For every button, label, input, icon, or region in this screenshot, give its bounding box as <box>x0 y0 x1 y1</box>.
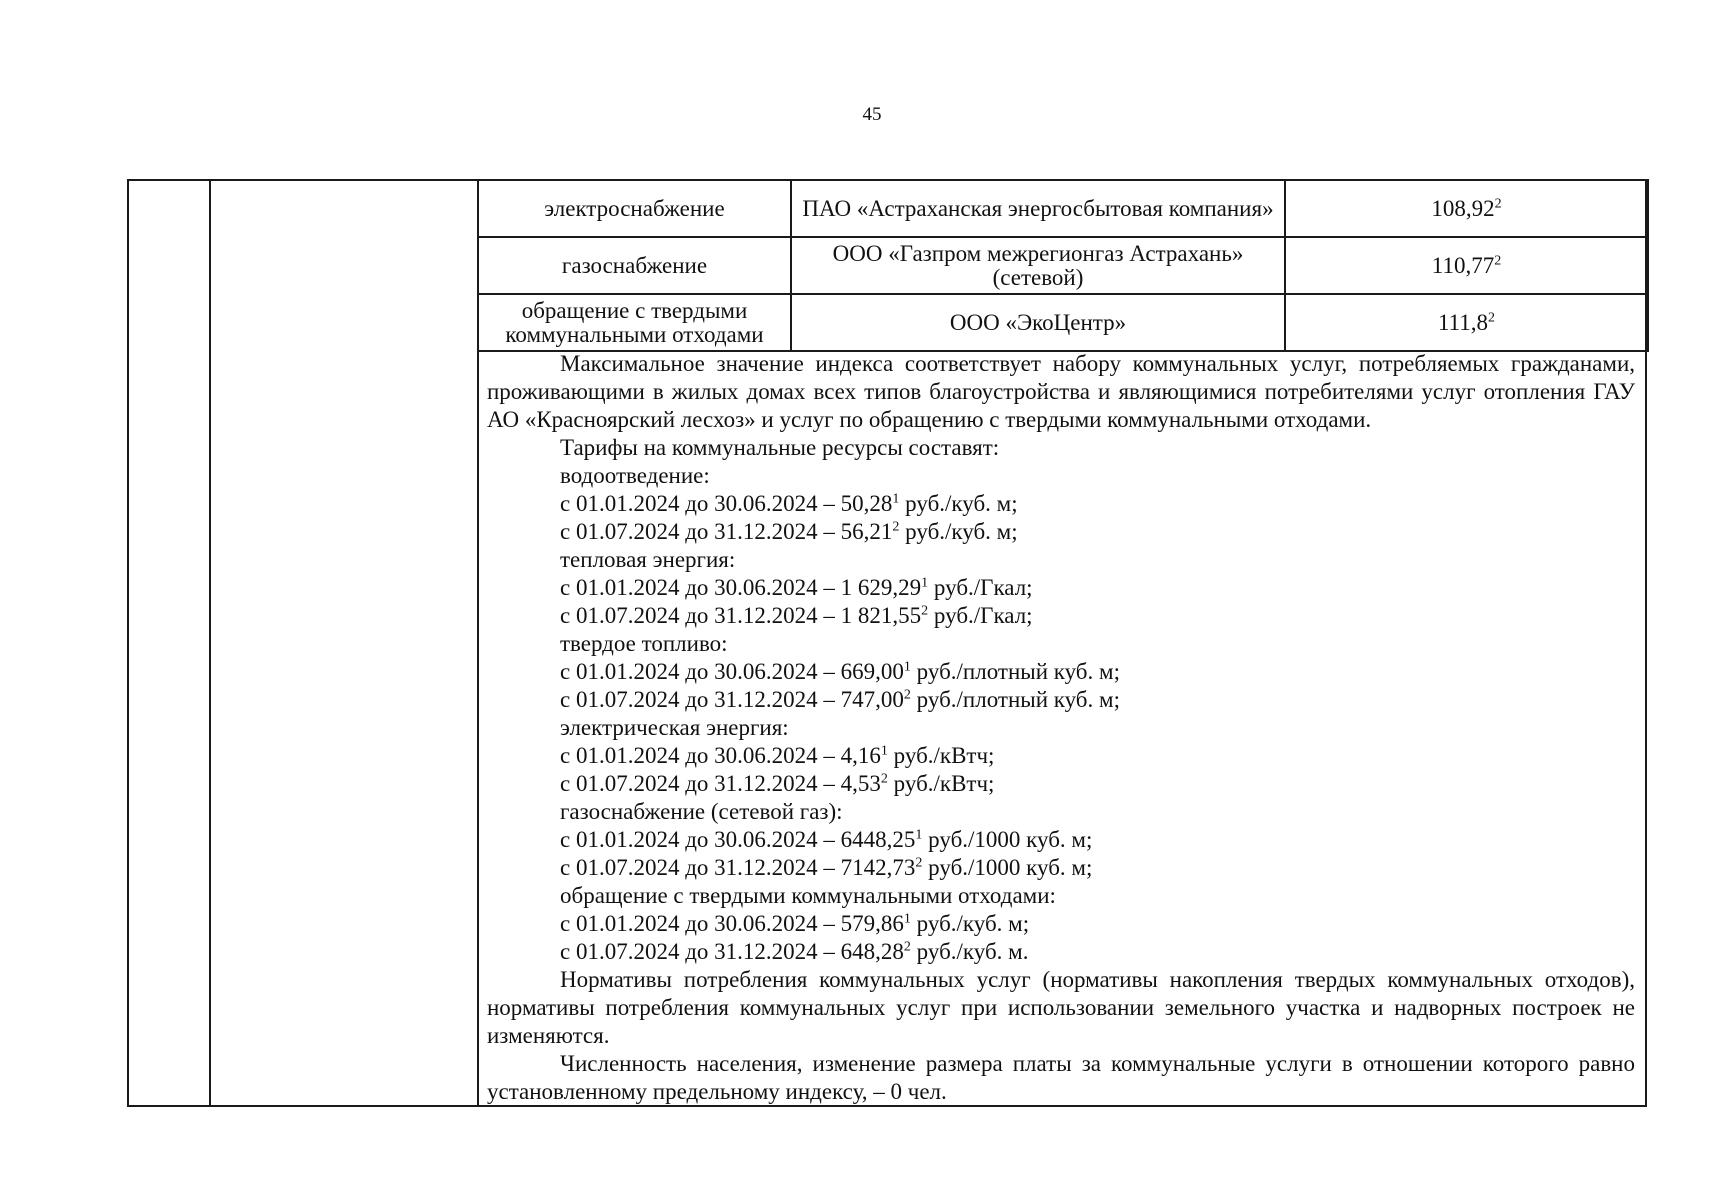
column-divider-1 <box>209 179 211 1107</box>
footnote-mark: 1 <box>915 827 923 843</box>
footnote-mark: 1 <box>892 491 900 507</box>
tariff-period: с 01.01.2024 до 30.06.2024 – <box>560 659 841 684</box>
table-row <box>478 237 1648 294</box>
tariff-unit: руб./куб. м. <box>910 939 1029 964</box>
tariff-unit: руб./куб. м; <box>899 519 1018 544</box>
tariff-value: 4,53 <box>840 771 881 796</box>
tariff-group-title: водоотведение: <box>560 463 710 488</box>
tariff-value: 1 629,29 <box>840 575 922 600</box>
tariff-line <box>487 574 1635 602</box>
footnote-mark: 1 <box>880 743 888 759</box>
page-number: 45 <box>862 104 882 125</box>
footnote-mark: 2 <box>1494 252 1502 268</box>
service-index: 110,77 <box>1431 252 1495 278</box>
tariff-period: с 01.07.2024 до 31.12.2024 – <box>560 855 841 880</box>
tariff-unit: руб./кВтч; <box>887 771 995 796</box>
service-name: обращение с твердыми коммунальными отходами <box>478 294 791 351</box>
tariff-value: 7142,73 <box>840 855 916 880</box>
tariff-period: с 01.07.2024 до 31.12.2024 – <box>560 939 841 964</box>
footnote-mark: 2 <box>892 519 900 535</box>
service-name: электроснабжение <box>478 180 791 237</box>
service-index: 108,92 <box>1431 195 1495 221</box>
tariff-period: с 01.01.2024 до 30.06.2024 – <box>560 575 841 600</box>
service-index: 111,8 <box>1437 309 1489 335</box>
tariff-value: 579,86 <box>840 911 904 936</box>
footnote-mark: 1 <box>903 911 911 927</box>
tariff-period: с 01.07.2024 до 31.12.2024 – <box>560 603 841 628</box>
tariff-value: 669,00 <box>840 659 904 684</box>
tariff-period: с 01.01.2024 до 30.06.2024 – <box>560 491 841 516</box>
tariff-period: с 01.01.2024 до 30.06.2024 – <box>560 827 841 852</box>
tariffs-intro: Тарифы на коммунальные ресурсы составят: <box>560 435 1000 460</box>
table-row <box>478 294 1648 351</box>
tariff-group-title: твердое топливо: <box>560 631 728 656</box>
table-row <box>478 180 1648 237</box>
tariff-group-title: тепловая энергия: <box>560 547 736 572</box>
footnote-mark: 2 <box>915 855 923 871</box>
tariff-value: 50,28 <box>840 491 893 516</box>
tariff-period: с 01.01.2024 до 30.06.2024 – <box>560 743 841 768</box>
tariff-value: 56,21 <box>840 519 893 544</box>
tariff-line <box>487 658 1635 686</box>
service-index-cell <box>1285 180 1648 237</box>
service-index-cell <box>1285 294 1648 351</box>
tariff-line <box>487 938 1635 966</box>
tariff-unit: руб./Гкал; <box>928 603 1033 628</box>
tariff-group-title: газоснабжение (сетевой газ): <box>560 799 843 824</box>
tariff-line <box>487 826 1635 854</box>
services-table <box>477 179 1649 352</box>
tariff-value: 6448,25 <box>840 827 916 852</box>
footnote-mark: 2 <box>1494 195 1502 211</box>
tariff-unit: руб./куб. м; <box>899 491 1018 516</box>
footnote-mark: 2 <box>880 771 888 787</box>
tariff-line <box>487 770 1635 798</box>
max-index-paragraph: Максимальное значение индекса соответствует набору коммунальных услуг, потребляемых гражданами, проживающими в жилых домах всех типов благоустройства и являющимися потребителями услуг отопления ГАУ АО «Красноярский лесхоз» и услуг по обращению с твердыми коммунальными отходами. <box>487 351 1635 432</box>
tariff-line <box>487 686 1635 714</box>
tariff-line <box>487 518 1635 546</box>
service-provider: ООО «Газпром межрегионгаз Астрахань» (сетевой) <box>791 237 1285 294</box>
footnote-mark: 2 <box>921 603 929 619</box>
tariff-group-title: электрическая энергия: <box>560 715 789 740</box>
service-name: газоснабжение <box>478 237 791 294</box>
tariff-line <box>487 490 1635 518</box>
population-paragraph: Численность населения, изменение размера платы за коммунальные услуги в отношении которого равно установленному предельному индексу, – 0 чел. <box>487 1051 1635 1104</box>
tariff-unit: руб./Гкал; <box>928 575 1033 600</box>
norms-paragraph: Нормативы потребления коммунальных услуг (нормативы накопления твердых коммунальных отходов), нормативы потребления коммунальных услуг при использовании земельного участка и надворных построек не изменяются. <box>487 967 1635 1048</box>
tariff-value: 648,28 <box>840 939 904 964</box>
footnote-mark: 1 <box>921 575 929 591</box>
tariff-line <box>487 910 1635 938</box>
footnote-mark: 2 <box>903 687 911 703</box>
note-cell <box>487 350 1635 1106</box>
tariff-line <box>487 742 1635 770</box>
tariff-period: с 01.07.2024 до 31.12.2024 – <box>560 519 841 544</box>
footnote-mark: 2 <box>903 939 911 955</box>
tariff-unit: руб./кВтч; <box>887 743 995 768</box>
tariff-line <box>487 854 1635 882</box>
tariff-period: с 01.07.2024 до 31.12.2024 – <box>560 771 841 796</box>
footnote-mark: 2 <box>1488 309 1496 325</box>
service-provider: ПАО «Астраханская энергосбытовая компания» <box>791 180 1285 237</box>
tariff-unit: руб./1000 куб. м; <box>922 855 1093 880</box>
tariff-value: 4,16 <box>840 743 881 768</box>
footnote-mark: 1 <box>903 659 911 675</box>
tariff-unit: руб./1000 куб. м; <box>922 827 1093 852</box>
tariff-unit: руб./куб. м; <box>910 911 1030 936</box>
service-index-cell <box>1285 237 1648 294</box>
tariff-unit: руб./плотный куб. м; <box>910 659 1120 684</box>
tariff-unit: руб./плотный куб. м; <box>910 687 1120 712</box>
tariff-group-title: обращение с твердыми коммунальными отходами: <box>560 883 1056 908</box>
tariff-value: 1 821,55 <box>840 603 922 628</box>
service-provider: ООО «ЭкоЦентр» <box>791 294 1285 351</box>
tariff-line <box>487 602 1635 630</box>
tariff-value: 747,00 <box>840 687 904 712</box>
tariff-period: с 01.01.2024 до 30.06.2024 – <box>560 911 841 936</box>
tariff-period: с 01.07.2024 до 31.12.2024 – <box>560 687 841 712</box>
